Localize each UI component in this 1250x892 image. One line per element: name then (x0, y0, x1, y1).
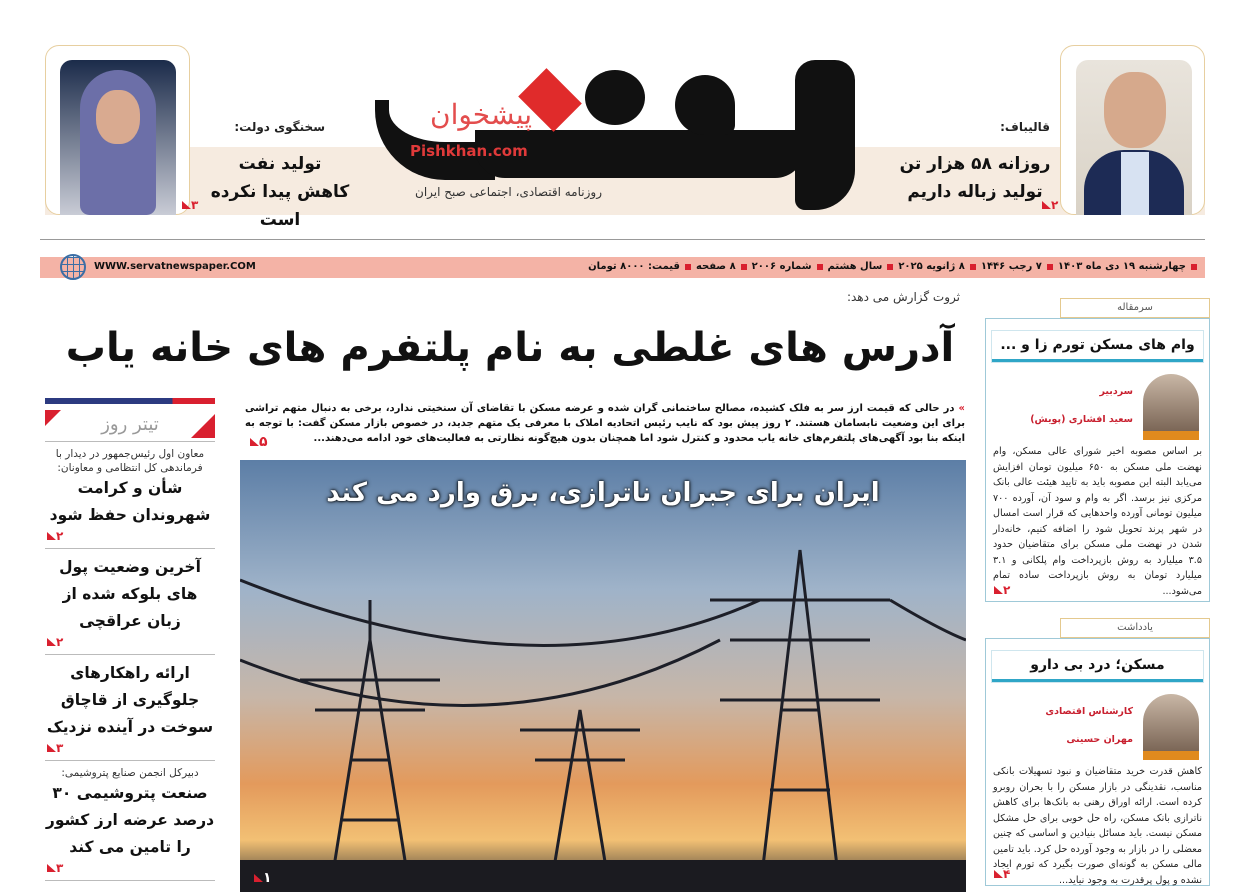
page-ref: ۲ (45, 529, 215, 543)
page-ref: ۵ (248, 434, 268, 450)
date-bar (40, 257, 1205, 278)
column-box[interactable] (985, 638, 1210, 886)
teaser-headline-line: تولید نفت (238, 154, 322, 174)
news-title: صنعت پتروشیمی ۳۰ درصد عرضه ارز کشور را تامین می کند (45, 784, 215, 856)
column-label: سرمقاله (1060, 298, 1210, 318)
bullet-icon (741, 264, 747, 270)
page-ref: ۱ (252, 870, 272, 886)
bullet-icon (970, 264, 976, 270)
main-lead-text: در حالی که قیمت ارز سر به فلک کشیده، مصالح ساختمانی گران شده و عرضه مسکن با تقاضای آن سنخیتی ندارد، برخی به دنبال متهم تراشی برای این وضعیت نابسامان هستند. ۲ روز پیش بود که نایب رئیس اتحادیه املاک با معرفی یک متهم جدید، در خصوص بازار مسکن گفت: با توجه به اینکه بنا بود آگهی‌های پلتفرم‌های خانه یاب محدود و کنترل شود اما همچنان بدون هیچ‌گونه نظارتی به فعالیت‌های خود ادامه می‌دهند... (245, 403, 965, 444)
power-tower-illustration (240, 460, 966, 892)
issue-info-item: سال هشتم (827, 261, 883, 272)
issue-info-item: ۷ رجب ۱۴۴۶ (980, 261, 1042, 272)
column-title: مسکن؛ درد بی دارو (992, 651, 1203, 682)
author-name: مهران حسینی (1066, 734, 1133, 745)
bullet-icon (685, 264, 691, 270)
column-body: بر اساس مصوبه اخیر شورای عالی مسکن، وام نهضت ملی مسکن به ۶۵۰ میلیون تومان افزایش می‌یابد البته این مصوبه باید به تایید هیئت عالی بانک مرکزی نیز برسد. اگر به وام و سود آن، آورده ۷۰۰ میلیون تومانی آورده واحدهایی که قرار است امسال در شهر پرند تحویل شود را اضافه کنیم، خانه‌دار شدن در نهضت ملی مسکن برای متقاضیان حدود ۳.۵ میلیارد به روش بازپرداخت وام پلکانی و ۳.۱ میلیارد تومان به روش بازپرداخت ساده تمام می‌شود... (993, 446, 1202, 597)
masthead-tagline: روزنامه اقتصادی، اجتماعی صبح ایران (415, 185, 602, 199)
issue-info-item: ۸ صفحه (695, 261, 736, 272)
page-ref: ۳ (45, 861, 215, 875)
watermark: پیشخوان (430, 98, 533, 131)
teaser-kicker: قالیباف: (1000, 120, 1050, 134)
teaser-headline[interactable] (895, 150, 1055, 206)
column-body: کاهش قدرت خرید متقاضیان و نبود تسهیلات بانکی مناسب، نقدینگی در بازار مسکن را با بحران روبرو کرده است. ارائه اوراق رهنی به بانک‌ها برای کاهش ناترازی بانک مسکن، راه حل خوبی برای حل مشکل مسکن نیست. باید مسائل بنیادین و اساسی که چنین معضلی را در بازار به وجود آورده حل کرد. باید تامین مالی مسکن به گونه‌ای صورت بگیرد که تورم ایجاد نشده و پول پرقدرت به وجود نیاید... (993, 766, 1202, 886)
teaser-headline[interactable] (195, 150, 365, 234)
page-ref: ۲ (992, 583, 1010, 597)
watermark-url: Pishkhan.com (410, 142, 528, 160)
page-ref: ۲ (45, 635, 215, 649)
news-title: ارائه راهکارهای جلوگیری از قاچاق سوخت در آینده نزدیک (46, 664, 214, 736)
bullet-icon (1191, 264, 1197, 270)
main-lead: » در حالی که قیمت ارز سر به فلک کشیده، مصالح ساختمانی گران شده و عرضه مسکن با تقاضای آن سنخیتی ندارد، برخی به دنبال متهم تراشی برای این وضعیت نابسامان هستند. ۲ روز پیش بود که نایب رئیس اتحادیه املاک با معرفی یک متهم جدید، در خصوص بازار مسکن گفت: با توجه به اینکه بنا بود آگهی‌های پلتفرم‌های خانه یاب محدود و کنترل شود اما همچنان بدون هیچ‌گونه نظارتی به فعالیت‌های خود ادامه می‌دهند... (245, 403, 966, 444)
section-title: تیتر روز (101, 414, 159, 435)
page-ref: ۳ (45, 741, 215, 755)
news-kicker: دبیرکل انجمن صنایع پتروشیمی: (61, 767, 199, 779)
bullet-icon (887, 264, 893, 270)
news-item[interactable] (45, 549, 215, 655)
bullet-icon (1047, 264, 1053, 270)
main-headline[interactable]: آدرس های غلطی به نام پلتفرم های خانه یاب (65, 325, 955, 371)
column-label: یادداشت (1060, 618, 1210, 638)
page-ref: ۴ (992, 867, 1010, 881)
teaser-headline-line: کاهش پیدا نکرده است (210, 182, 350, 230)
globe-icon (60, 254, 86, 280)
page-ref: ۳ (180, 198, 198, 212)
column-box[interactable] (985, 318, 1210, 602)
photo-headline[interactable]: ایران برای جبران ناترازی، برق وارد می کند (326, 478, 880, 508)
news-title: آخرین وضعیت پول های بلوکه شده از زبان عراقچی (59, 558, 201, 630)
author-photo (1143, 374, 1199, 440)
author-photo (1143, 694, 1199, 760)
teaser-photo-spokesperson (60, 60, 176, 215)
author-role: سردبیر (1099, 386, 1133, 397)
issue-info-item: ۸ ژانویه ۲۰۲۵ (898, 261, 965, 272)
teaser-headline-line: تولید زباله داریم (907, 182, 1043, 202)
news-item[interactable] (45, 761, 215, 881)
news-kicker: معاون اول رئیس‌جمهور در دیدار با فرماندهی کل انتظامی و معاونان: (55, 448, 205, 474)
main-kicker: ثروت گزارش می دهد: (846, 290, 960, 304)
divider (40, 239, 1205, 240)
issue-info (588, 261, 1197, 272)
teaser-headline-line: روزانه ۵۸ هزار تن (899, 154, 1051, 174)
column-title: وام های مسکن تورم زا و ... (992, 331, 1203, 362)
page-ref: ۲ (1040, 198, 1058, 212)
bullet-icon (817, 264, 823, 270)
issue-info-item: شماره ۲۰۰۶ (751, 261, 812, 272)
teaser-kicker: سخنگوی دولت: (234, 120, 325, 134)
main-photo-power-lines[interactable] (240, 460, 966, 892)
issue-info-item: قیمت: ۸۰۰۰ تومان (588, 261, 680, 272)
website-link[interactable]: WWW.servatnewspaper.COM (94, 261, 256, 272)
left-column (45, 398, 215, 881)
author-name: سعید افشاری (پویش) (1030, 414, 1133, 425)
masthead-logo (375, 60, 880, 230)
issue-info-item: چهارشنبه ۱۹ دی ماه ۱۴۰۳ (1057, 261, 1186, 272)
author-role: کارشناس اقتصادی (1045, 706, 1133, 717)
news-title: شأن و کرامت شهروندان حفظ شود (49, 479, 211, 524)
teaser-photo-ghalibaf (1076, 60, 1192, 215)
news-item[interactable] (45, 655, 215, 761)
news-item[interactable] (45, 442, 215, 549)
